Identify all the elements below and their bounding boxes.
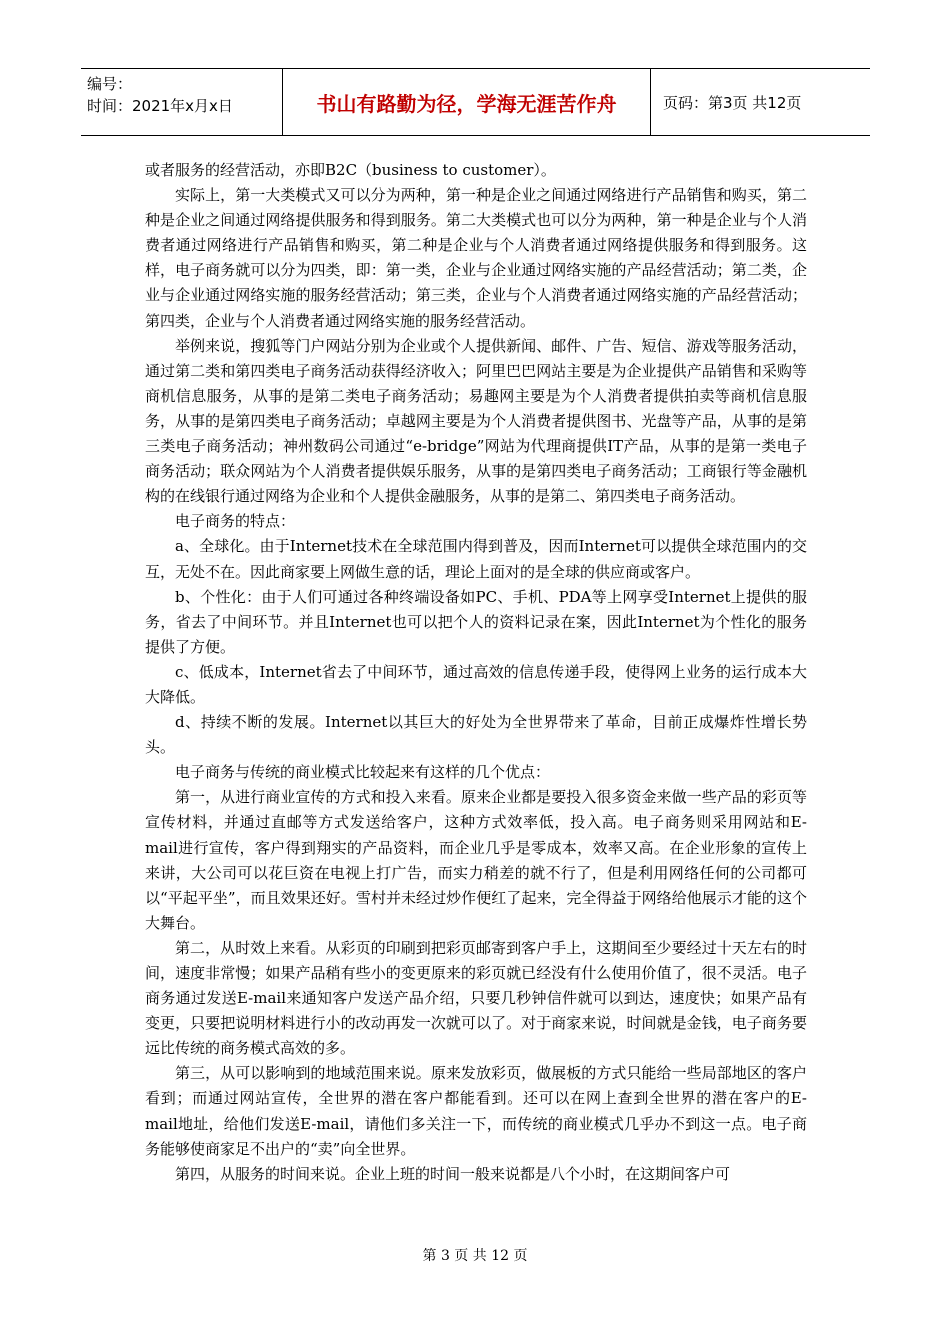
paragraph: 电子商务与传统的商业模式比较起来有这样的几个优点： [175, 763, 551, 782]
document-date-label: 时间：2021年x月x日 [87, 97, 233, 115]
paragraph: a、全球化。由于Internet技术在全球范围内得到普及，因而Internet可以提供全球范围内的交互，无处不在。因此商家要上网做生意的话，理论上面对的是全球的供应商或客户。 [145, 537, 807, 581]
paragraph: 第二，从时效上来看。从彩页的印刷到把彩页邮寄到客户手上，这期间至少要经过十天左右的时间，速度非常慢；如果产品稍有些小的变更原来的彩页就已经没有什么使用价值了，很不灵活。电子商务通过发送E-mail来通知客户发送产品介绍，只要几秒钟信件就可以到达，速度快；如果产品有变更，只要把说明材料进行小的改动再发一次就可以了。对于商家来说，时间就是金钱，电子商务要远比传统的商务模式高效的多。 [145, 938, 807, 1058]
paragraph: 电子商务的特点： [175, 512, 296, 531]
paragraph: 第一，从进行商业宣传的方式和投入来看。原来企业都是要投入很多资金来做一些产品的彩页等宣传材料，并通过直邮等方式发送给客户，这种方式效率低，投入高。电子商务则采用网站和E-mail进行宣传，客户得到翔实的产品资料，而企业几乎是零成本，效率又高。在企业形象的宣传上来讲，大公司可以花巨资在电视上打广告，而实力稍差的就不行了，但是利用网络任何的公司都可以“平起平坐”，而且效果还好。雪村并未经过炒作便红了起来，完全得益于网络给他展示才能的这个大舞台。 [145, 788, 807, 932]
document-body [145, 158, 807, 1187]
paragraph: 实际上，第一大类模式又可以分为两种，第一种是企业之间通过网络进行产品销售和购买，第二种是企业之间通过网络提供服务和得到服务。第二大类模式也可以分为两种，第一种是企业与个人消费者通过网络进行产品销售和购买，第二种是企业与个人消费者通过网络提供服务和得到服务。这样，电子商务就可以分为四类，即：第一类，企业与企业通过网络实施的产品经营活动；第二类，企业与企业通过网络实施的服务经营活动；第三类，企业与个人消费者通过网络实施的产品经营活动；第四类，企业与个人消费者通过网络实施的服务经营活动。 [145, 186, 807, 330]
header-motto: 书山有路勤为径，学海无涯苦作舟 [283, 69, 651, 135]
paragraph: 举例来说，搜狐等门户网站分别为企业或个人提供新闻、邮件、广告、短信、游戏等服务活动，通过第二类和第四类电子商务活动获得经济收入；阿里巴巴网站主要是为企业提供产品销售和采购等商机信息服务，从事的是第二类电子商务活动；易趣网主要是为个人消费者提供拍卖等商机信息服务，从事的是第四类电子商务活动；卓越网主要是为个人消费者提供图书、光盘等产品，从事的是第三类电子商务活动；神州数码公司通过“e-bridge”网站为代理商提供IT产品，从事的是第一类电子商务活动；联众网站为个人消费者提供娱乐服务，从事的是第四类电子商务活动；工商银行等金融机构的在线银行通过网络为企业和个人提供金融服务，从事的是第二、第四类电子商务活动。 [145, 336, 807, 506]
paragraph: 第三，从可以影响到的地域范围来说。原来发放彩页，做展板的方式只能给一些局部地区的客户看到；而通过网站宣传，全世界的潜在客户都能看到。还可以在网上查到全世界的潜在客户的E-mail地址，给他们发送E-mail，请他们多关注一下，而传统的商业模式几乎办不到这一点。电子商务能够使商家足不出户的“卖”向全世界。 [145, 1064, 807, 1158]
document-number-label: 编号： [87, 75, 133, 93]
header-meta [81, 69, 283, 135]
paragraph: c、低成本，Internet省去了中间环节，通过高效的信息传递手段，使得网上业务的运行成本大大降低。 [145, 662, 807, 706]
page-header [81, 68, 870, 136]
paragraph: 第四，从服务的时间来说。企业上班的时间一般来说都是八个小时，在这期间客户可 [175, 1164, 731, 1183]
paragraph: b、个性化：由于人们可通过各种终端设备如PC、手机、PDA等上网享受Internet上提供的服务，省去了中间环节。并且Internet也可以把个人的资料记录在案，因此Internet为个性化的服务提供了方便。 [145, 587, 807, 656]
paragraph: d、持续不断的发展。Internet以其巨大的好处为全世界带来了革命，目前正成爆炸性增长势头。 [145, 713, 807, 757]
header-page-number: 页码：第3页 共12页 [663, 93, 802, 112]
paragraph: 或者服务的经营活动，亦即B2C（business to customer）。 [145, 161, 556, 179]
page-footer: 第 3 页 共 12 页 [422, 1248, 528, 1264]
